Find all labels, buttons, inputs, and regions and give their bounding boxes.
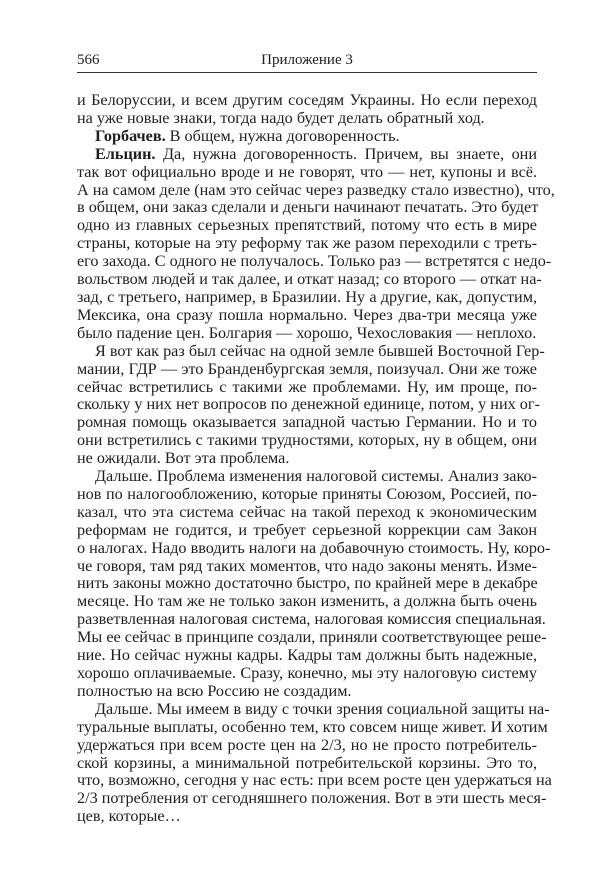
- text-line: [77, 395, 540, 414]
- text-line: [77, 522, 537, 540]
- text-line: [77, 737, 537, 755]
- paragraph: [77, 467, 551, 701]
- text-line: [77, 128, 537, 146]
- line-text: разветвленная налоговая система, налоговая комиссия специальная.: [77, 610, 546, 629]
- paragraph: [77, 341, 545, 468]
- line-text: нить законы можно достаточно быстро, по крайней мере в декабре: [77, 574, 538, 593]
- line-text: зад, с третьего, например, в Бразилии. Ну а другие, как, допустим,: [77, 287, 537, 306]
- text-line: [77, 307, 537, 325]
- line-text: Дальше. Проблема изменения налоговой системы. Анализ зако-: [95, 467, 537, 486]
- line-text: было падение цен. Болгария — хорошо, Чехословакия — неплохо.: [77, 323, 537, 342]
- text-line: [77, 217, 537, 235]
- line-text: че говоря, там ряд таких моментов, что надо законы менять. Изме-: [77, 556, 537, 575]
- text-line: [77, 771, 552, 790]
- line-text: так вот официально вроде и не говорят, что — нет, купоны и всё.: [77, 162, 537, 181]
- text-line: [77, 432, 537, 450]
- line-text: в общем, они заказ сделали и деньги начинают печатать. Это будет: [77, 198, 539, 217]
- text-line: [77, 325, 537, 343]
- text-line: [77, 361, 537, 379]
- page-number: 566: [77, 52, 100, 68]
- text-line: [77, 180, 555, 200]
- text-line: [77, 665, 537, 683]
- text-line: [77, 610, 546, 629]
- text-line: [77, 717, 548, 737]
- line-text: ромная помощь оказывается западной частью Германии. Но и то: [77, 413, 537, 432]
- text-line: [77, 468, 537, 486]
- line-text: вольством людей и так далее, и откат назад; со второго — откат на-: [77, 270, 542, 289]
- line-text: цев, которые…: [77, 807, 181, 826]
- line-text: ние. Но сейчас нужны кадры. Кадры там должны быть надежные,: [77, 646, 537, 665]
- text-line: [77, 647, 537, 665]
- line-text: хорошо оплачиваемые. Сразу, конечно, мы эту налоговую систему: [77, 664, 537, 682]
- text-line: [77, 164, 537, 182]
- line-text: 2/3 потребления от сегодняшнего положения. Вот в эти шесть меся-: [77, 789, 547, 808]
- line-text: месяце. Но там же не только закон изменить, а должна быть очень: [77, 592, 537, 611]
- text-line: [77, 699, 550, 719]
- text-line: [77, 789, 547, 808]
- text-line: [77, 199, 537, 217]
- text-line: [77, 379, 537, 397]
- line-text: нов по налогообложению, которые приняты Союзом, Россией, по-: [77, 484, 537, 503]
- text-line: [77, 252, 552, 271]
- line-text: скольку у них нет вопросов по денежной единице, потом, у них ог-: [77, 395, 540, 414]
- line-text: на уже новые знаки, тогда надо будет делать обратный ход.: [77, 108, 485, 127]
- line-text: что, возможно, сегодня у нас есть: при всем росте цен удержаться на: [77, 771, 552, 790]
- text-line: [77, 755, 537, 773]
- line-text: мании, ГДР — это Бранденбургская земля, поизучал. Они же тоже: [77, 359, 537, 378]
- running-header: [77, 50, 537, 73]
- speaker-paragraph: [77, 144, 555, 343]
- text-line: [77, 558, 537, 576]
- text-line: [77, 92, 537, 110]
- line-text: Мы ее сейчас в принципе создали, приняли соответствующее реше-: [77, 628, 547, 647]
- line-text: и Белоруссии, и всем другим соседям Украины. Но если переход: [77, 91, 537, 109]
- text-line: [77, 538, 551, 558]
- line-text: страны, которые на эту реформу так же разом переходили с треть-: [77, 234, 537, 253]
- text-line: [77, 270, 542, 289]
- line-text: ской корзины, а минимальной потребительской корзины. Это то,: [77, 753, 537, 772]
- text-line: [77, 289, 537, 307]
- line-text: туральные выплаты, особенно тем, кто совсем нище живет. И хотим: [77, 717, 548, 736]
- line-text: о налогах. Надо вводить налоги на добавочную стоимость. Ну, коро-: [77, 538, 551, 557]
- line-text: А на самом деле (нам это сейчас через разведку стало известно), что,: [77, 180, 555, 199]
- line-text: казал, что эта система сейчас на такой переход к экономическим: [77, 502, 537, 521]
- line-text: Я вот как раз был сейчас на одной земле бывшей Восточной Гер-: [95, 341, 545, 360]
- text-line: [77, 146, 537, 164]
- text-line: [77, 450, 537, 468]
- line-text: Мексика, она сразу пошла нормально. Через два-три месяца уже: [77, 305, 537, 324]
- text-line: [77, 575, 537, 593]
- line-text: Дальше. Мы имеем в виду с точки зрения социальной защиты на-: [95, 699, 550, 718]
- text-line: [77, 341, 545, 361]
- page-body: [77, 91, 555, 826]
- text-line: [77, 593, 537, 611]
- line-text: сейчас встретились с такими же проблемами. Ну, им проще, по-: [77, 377, 537, 396]
- text-line: [77, 628, 547, 647]
- text-line: [77, 504, 537, 522]
- speaker-paragraph: [77, 128, 537, 146]
- speaker-name: Горбачев.: [95, 126, 166, 145]
- line-text: его захода. С одного не получалось. Только раз — встретятся с недо-: [77, 252, 552, 271]
- line-text: реформам не годится, и требует серьезной коррекции сам Закон: [77, 520, 537, 539]
- speaker-name: Ельцин.: [95, 144, 156, 163]
- line-text: они встретились с такими трудностями, которых, ну в общем, они: [77, 431, 537, 450]
- text-line: [77, 808, 537, 826]
- text-line: [77, 414, 537, 432]
- text-line: [77, 683, 537, 701]
- line-text: не ожидали. Вот эта проблема.: [77, 449, 290, 468]
- line-text: одно из главных серьезных препятствий, потому что есть в мире: [77, 216, 537, 235]
- text-line: [77, 235, 537, 253]
- running-title: Приложение 3: [261, 52, 353, 68]
- line-text: полностью на всю Россию не создадим.: [77, 681, 352, 700]
- paragraph: [77, 92, 537, 128]
- line-text: удержаться при всем росте цен на 2/3, но не просто потребитель-: [77, 735, 537, 754]
- paragraph: [77, 699, 552, 826]
- text-line: [77, 110, 537, 128]
- line-text: В общем, нужна договоренность.: [165, 126, 400, 145]
- line-text: Да, нужна договоренность. Причем, вы знаете, они: [155, 144, 537, 163]
- text-line: [77, 486, 537, 504]
